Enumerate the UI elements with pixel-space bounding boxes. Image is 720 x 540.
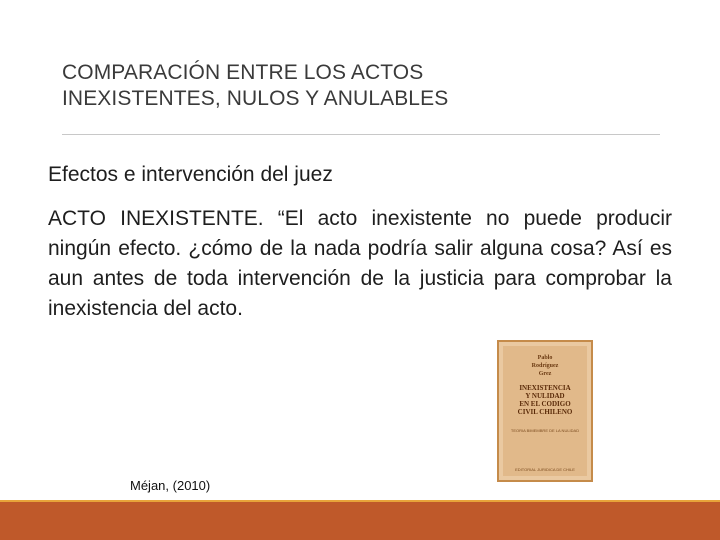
book-author bbox=[499, 354, 591, 378]
book-title-line-3: EN EL CODIGO bbox=[519, 400, 571, 408]
slide-title bbox=[62, 60, 662, 112]
book-author-line-3: Grez bbox=[538, 371, 552, 377]
book-author-line-2: Rodríguez bbox=[531, 363, 559, 369]
slide-title-line-2: INEXISTENTES, NULOS Y ANULABLES bbox=[62, 87, 449, 110]
title-divider bbox=[62, 134, 660, 135]
book-cover-image bbox=[497, 340, 593, 482]
body-paragraph: ACTO INEXISTENTE. “El acto inexistente no puede producir ningún efecto. ¿cómo de la nada podría salir alguna cosa? Así es aun antes de toda intervención de la justicia para comprobar la inexistencia del acto. bbox=[48, 207, 672, 320]
book-title-line-1: INEXISTENCIA bbox=[519, 384, 571, 392]
footer-bar bbox=[0, 502, 720, 540]
book-title-line-4: CIVIL CHILENO bbox=[517, 408, 573, 416]
book-subtitle: TEORIA BIMEMBRE DE LA NULIDAD bbox=[510, 428, 580, 433]
book-title bbox=[503, 384, 587, 416]
book-publisher: EDITORIAL JURIDICA DE CHILE bbox=[515, 467, 575, 472]
book-title-line-2: Y NULIDAD bbox=[525, 392, 565, 400]
book-author-line-1: Pablo bbox=[537, 355, 553, 361]
slide-subtitle: Efectos e intervención del juez bbox=[48, 163, 333, 186]
citation-caption: Méjan, (2010) bbox=[130, 478, 211, 493]
slide-title-line-1: COMPARACIÓN ENTRE LOS ACTOS bbox=[62, 61, 424, 84]
